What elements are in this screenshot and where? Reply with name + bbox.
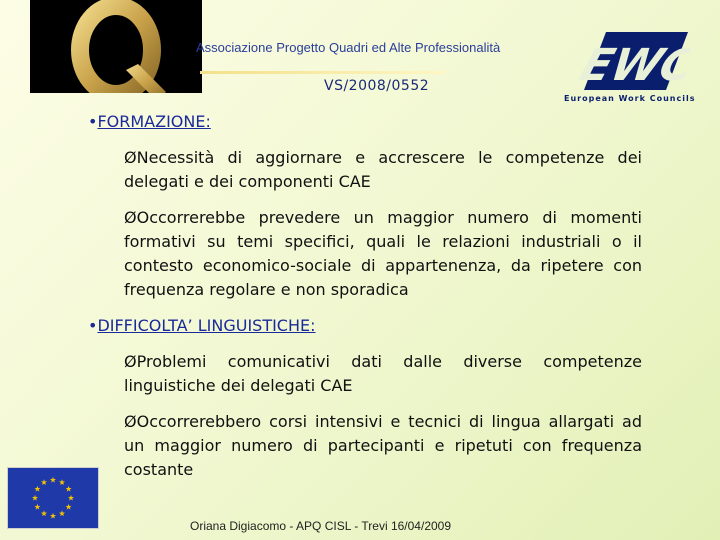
ewc-logo-icon xyxy=(570,28,690,94)
heading-text: FORMAZIONE: xyxy=(97,112,211,131)
section-heading-difficolta xyxy=(88,316,316,335)
header-divider xyxy=(200,71,445,74)
association-title: Associazione Progetto Quadri ed Alte Professionalità xyxy=(196,40,501,55)
list-item-text: Occorrerebbe prevedere un maggior numero di momenti formativi su temi specifici, quali le relazioni industriali o il contesto economico-sociale di appartenenza, da ripetere con frequenza regolare e non sporadica xyxy=(124,208,642,299)
arrow-bullet-icon: Ø xyxy=(124,412,137,431)
ewc-logo-letters: EWC xyxy=(574,39,690,91)
list-item-text: Problemi comunicativi dati dalle diverse competenze linguistiche dei delegati CAE xyxy=(124,352,642,395)
arrow-bullet-icon: Ø xyxy=(124,352,137,371)
list-item-text: Necessità di aggiornare e accrescere le competenze dei delegati e dei componenti CAE xyxy=(124,148,642,191)
list-item xyxy=(124,350,642,398)
ewc-tagline: European Work Councils xyxy=(564,94,696,103)
list-item xyxy=(124,206,642,302)
section-heading-formazione xyxy=(88,112,211,131)
bullet: • xyxy=(88,316,98,335)
list-item xyxy=(124,410,642,482)
arrow-bullet-icon: Ø xyxy=(124,208,137,227)
list-item-text: Occorrerebbero corsi intensivi e tecnici di lingua allargati ad un maggior numero di partecipanti e ripetuti con frequenza costante xyxy=(124,412,642,479)
bullet: • xyxy=(88,112,98,131)
list-item xyxy=(124,146,642,194)
project-code: VS/2008/0552 xyxy=(324,78,430,94)
heading-text: DIFFICOLTA’ LINGUISTICHE: xyxy=(97,316,316,335)
q-logo-icon xyxy=(30,0,202,93)
footer-credit: Oriana Digiacomo - APQ CISL - Trevi 16/04/2009 xyxy=(190,519,452,533)
arrow-bullet-icon: Ø xyxy=(124,148,137,167)
eu-flag-icon xyxy=(7,467,99,529)
